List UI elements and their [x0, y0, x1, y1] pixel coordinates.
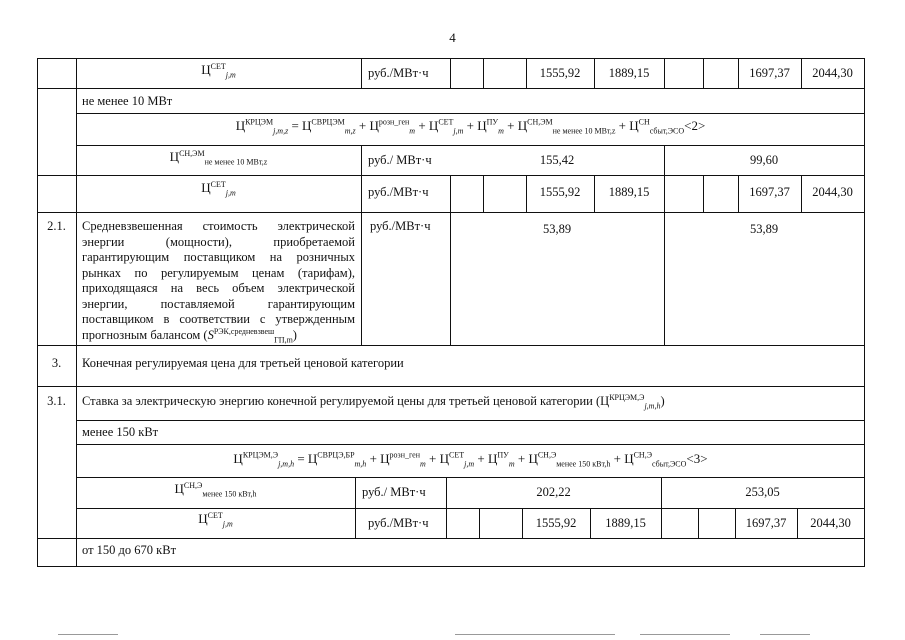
item-3-1-title: Ставка за электрическую энергию конечной регулируемой цены для третьей ценовой категории $(Ц^{КРЦЭМ,Э}_{j,m,h})$: [82, 392, 665, 411]
value-2-1-b: 53,89: [749, 222, 779, 236]
value-1a: 1555,92: [539, 66, 581, 80]
value-3d: 2044,30: [810, 516, 851, 530]
value-2d: 2044,30: [812, 185, 853, 199]
value-3b: 1889,15: [605, 516, 646, 530]
scan-artifact: [760, 634, 810, 635]
unit-3: руб./МВт·ч: [368, 185, 429, 199]
sn-em-label: $Ц^{СН,ЭМ}_{не менее 10 МВт,z}$: [169, 148, 268, 167]
value-2-1-a: 53,89: [542, 222, 572, 236]
value-sn-em-a: 155,42: [539, 153, 575, 167]
value-1c: 1697,37: [749, 66, 790, 80]
value-1d: 2044,30: [812, 66, 853, 80]
value-sn-em-b: 99,60: [749, 153, 779, 167]
item-number-3-1: 3.1.: [47, 394, 66, 408]
value-sn-e-b: 253,05: [745, 485, 780, 499]
formula-2: $Ц^{КРЦЭМ}_{j,m,z} = Ц^{СВРЦЭМ}_{m,z} + Ц^{розн\_ген}_m + Ц^{СЕТ}_{j,m} + Ц^{ПУ}_m + Ц^{СН,ЭМ}_{не менее 10 МВт,z} + Ц^{СН}_{сбыт,ЭСО}<2>$: [235, 117, 706, 136]
page-number: 4: [449, 30, 456, 45]
value-sn-e-a: 202,22: [536, 485, 571, 499]
unit-6: руб./МВт·ч: [368, 516, 429, 530]
value-1b: 1889,15: [608, 66, 650, 80]
value-2c: 1697,37: [749, 185, 790, 199]
category-menee-150: менее 150 кВт: [82, 425, 159, 439]
unit-5: руб./ МВт·ч: [362, 485, 426, 499]
category-ne-menee-10: не менее 10 МВт: [82, 94, 173, 108]
unit-4: руб./МВт·ч: [370, 219, 431, 233]
value-3a: 1555,92: [535, 516, 577, 530]
unit-1: руб./МВт·ч: [368, 66, 429, 80]
value-2a: 1555,92: [539, 185, 581, 199]
category-ot-150-do-670: от 150 до 670 кВт: [82, 543, 177, 557]
value-2b: 1889,15: [608, 185, 650, 199]
sn-e-label: $Ц^{СН,Э}_{менее 150 кВт,h}$: [174, 480, 257, 499]
item-2-1-description: Средневзвешенная стоимость электрической энергии (мощности), приобретаемой гарантирующим поставщиком на розничных рынках по регулируемым ценам (тарифам), приходящаяся на весь объем электрической энергии, поставляемой гарантирующим поставщиком в соответствии с утвержденным прогнозным балансом $(S^{РЭК,средневзвеш}_{ГП,m})$: [82, 219, 355, 344]
unit-2: руб./ МВт·ч: [368, 153, 432, 167]
set-rate-label-1: $Ц^{СЕТ}_{j,m}$: [201, 61, 236, 80]
set-rate-label-3: $Ц^{СЕТ}_{j,m}$: [198, 510, 233, 529]
formula-3: $Ц^{КРЦЭМ,Э}_{j,m,h} = Ц^{СВРЦЭ,БР}_{m,h} + Ц^{розн\_ген}_m + Ц^{СЕТ}_{j,m} + Ц^{ПУ}_m + Ц^{СН,Э}_{менее 150 кВт,h} + Ц^{СН,Э}_{сбыт,ЭСО}<3>$: [233, 450, 708, 469]
item-number-2-1: 2.1.: [47, 219, 66, 233]
item-number-3: 3.: [51, 356, 62, 370]
item-3-title: Конечная регулируемая цена для третьей ценовой категории: [82, 356, 404, 370]
scan-artifact: [640, 634, 730, 635]
scan-artifact: [58, 634, 118, 635]
scan-artifact: [455, 634, 615, 635]
value-3c: 1697,37: [745, 516, 787, 530]
set-rate-label-2: $Ц^{СЕТ}_{j,m}$: [201, 179, 236, 198]
